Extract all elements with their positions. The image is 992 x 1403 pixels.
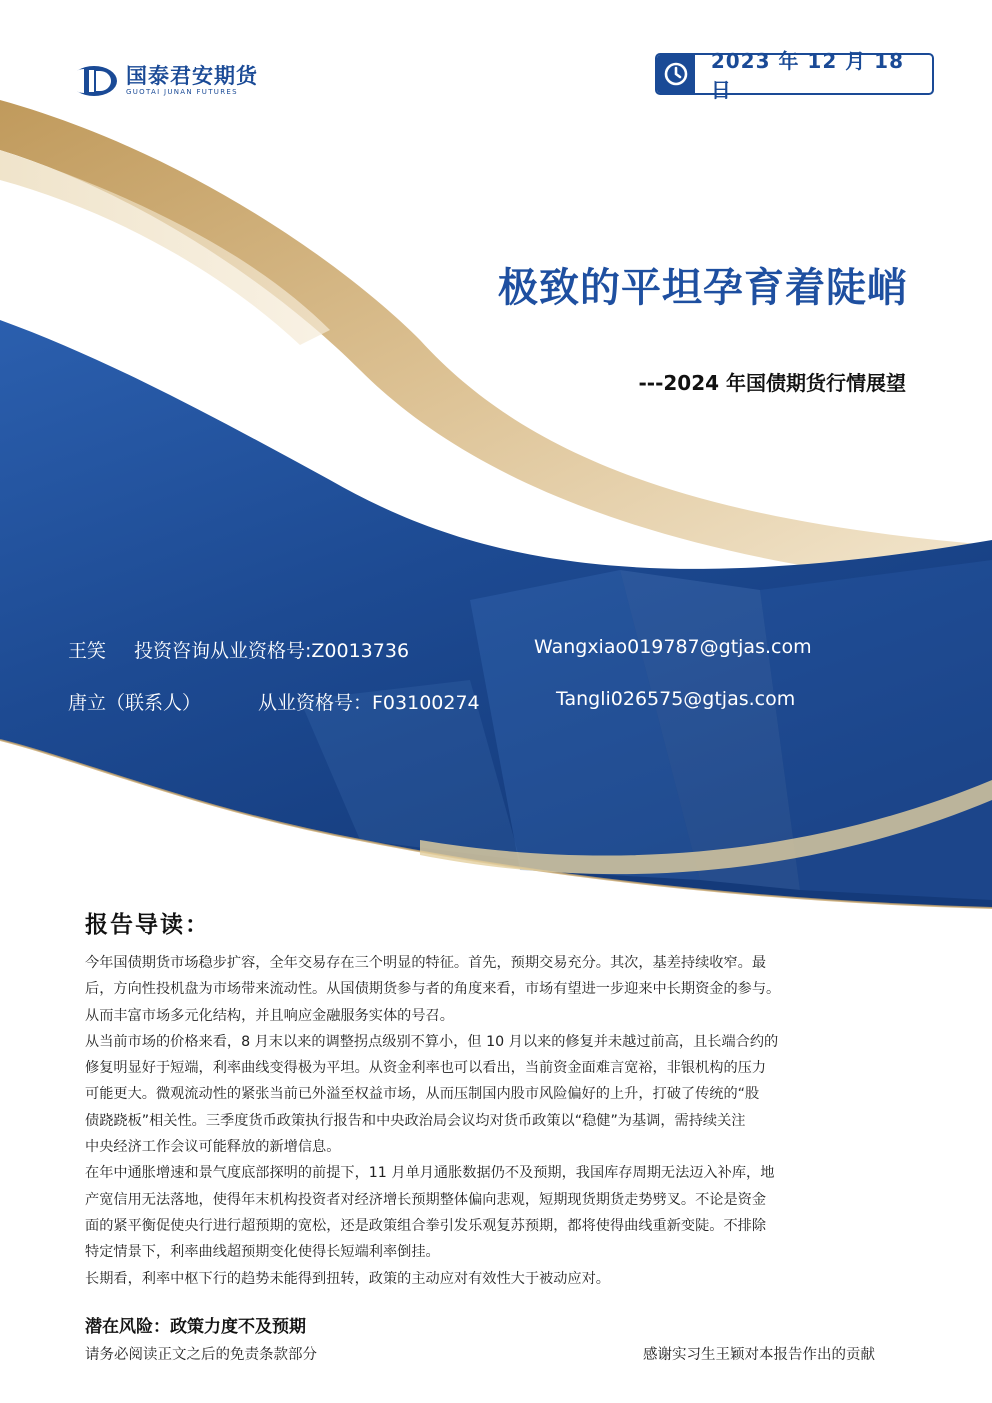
reading-line: 在年中通胀增速和景气度底部探明的前提下，11 月单月通胀数据仍不及预期，我国库存周期无法迈入补库，地 <box>85 1165 775 1182</box>
reading-line: 中央经济工作会议可能释放的新增信息。 <box>85 1139 341 1156</box>
reading-line: 今年国债期货市场稳步扩容，全年交易存在三个明显的特征。首先，预期交易充分。其次，基差持续收窄。最 <box>85 955 767 971</box>
report-title: 极致的平坦孕育着陡峭 <box>498 265 908 311</box>
company-logo <box>70 64 258 98</box>
author-qualification: 投资咨询从业资格号:Z0013736 <box>134 640 410 662</box>
date-badge <box>655 49 934 102</box>
reading-line: 长期看，利率中枢下行的趋势未能得到扭转，政策的主动应对有效性大于被动应对。 <box>85 1270 610 1287</box>
reading-line: 产宽信用无法落地，使得年末机构投资者对经济增长预期整体偏向悲观，短期现货期货走势劈叉。不论是资金 <box>85 1191 767 1208</box>
thanks-note: 感谢实习生王颖对本报告作出的贡献 <box>643 1347 875 1363</box>
reading-line: 面的紧平衡促使央行进行超预期的宽松，还是政策组合拳引发乐观复苏预期，都将使得曲线重新变陡。不排除 <box>85 1217 767 1234</box>
logo-mark-icon <box>70 64 118 98</box>
author-qualification: 从业资格号：F03100274 <box>258 692 480 714</box>
reading-heading: 报告导读： <box>85 912 210 938</box>
clock-icon <box>663 61 689 87</box>
reading-line: 可能更大。微观流动性的紧张当前已外溢至权益市场，从而压制国内股市风险偏好的上升，打破了传统的“股 <box>85 1086 760 1103</box>
reading-line: 特定情景下，利率曲线超预期变化使得长短端利率倒挂。 <box>85 1244 440 1261</box>
report-date: 2023 年 12 月 18 日 <box>710 49 905 102</box>
author-email[interactable]: Wangxiao019787@gtjas.com <box>534 636 812 658</box>
disclaimer-note: 请务必阅读正文之后的免责条款部分 <box>85 1347 317 1363</box>
reading-line: 从而丰富市场多元化结构，并且响应金融服务实体的号召。 <box>85 1007 454 1024</box>
author-email[interactable]: Tangli026575@gtjas.com <box>556 688 796 710</box>
reading-line: 修复明显好于短端，利率曲线变得极为平坦。从资金利率也可以看出，当前资金面难言宽裕，非银机构的压力 <box>85 1060 767 1077</box>
company-name-en: GUOTAI JUNAN FUTURES <box>126 88 238 96</box>
company-name-cn: 国泰君安期货 <box>126 64 258 88</box>
author-name: 王笑 <box>68 640 107 662</box>
reading-line: 后，方向性投机盘为市场带来流动性。从国债期货参与者的角度来看，市场有望进一步迎来中长期资金的参与。 <box>85 981 781 998</box>
reading-line: 从当前市场的价格来看，8 月末以来的调整拐点级别不算小，但 10 月以来的修复并未越过前高，且长端合约的 <box>85 1033 779 1050</box>
risk-statement: 潜在风险：政策力度不及预期 <box>85 1317 306 1337</box>
report-subtitle: ---2024 年国债期货行情展望 <box>638 371 906 395</box>
author-name: 唐立（联系人） <box>68 692 202 714</box>
reading-body <box>85 950 885 1292</box>
reading-line: 债跷跷板”相关性。三季度货币政策执行报告和中央政治局会议均对货币政策以“稳健”为基调，需持续关注 <box>85 1112 746 1129</box>
